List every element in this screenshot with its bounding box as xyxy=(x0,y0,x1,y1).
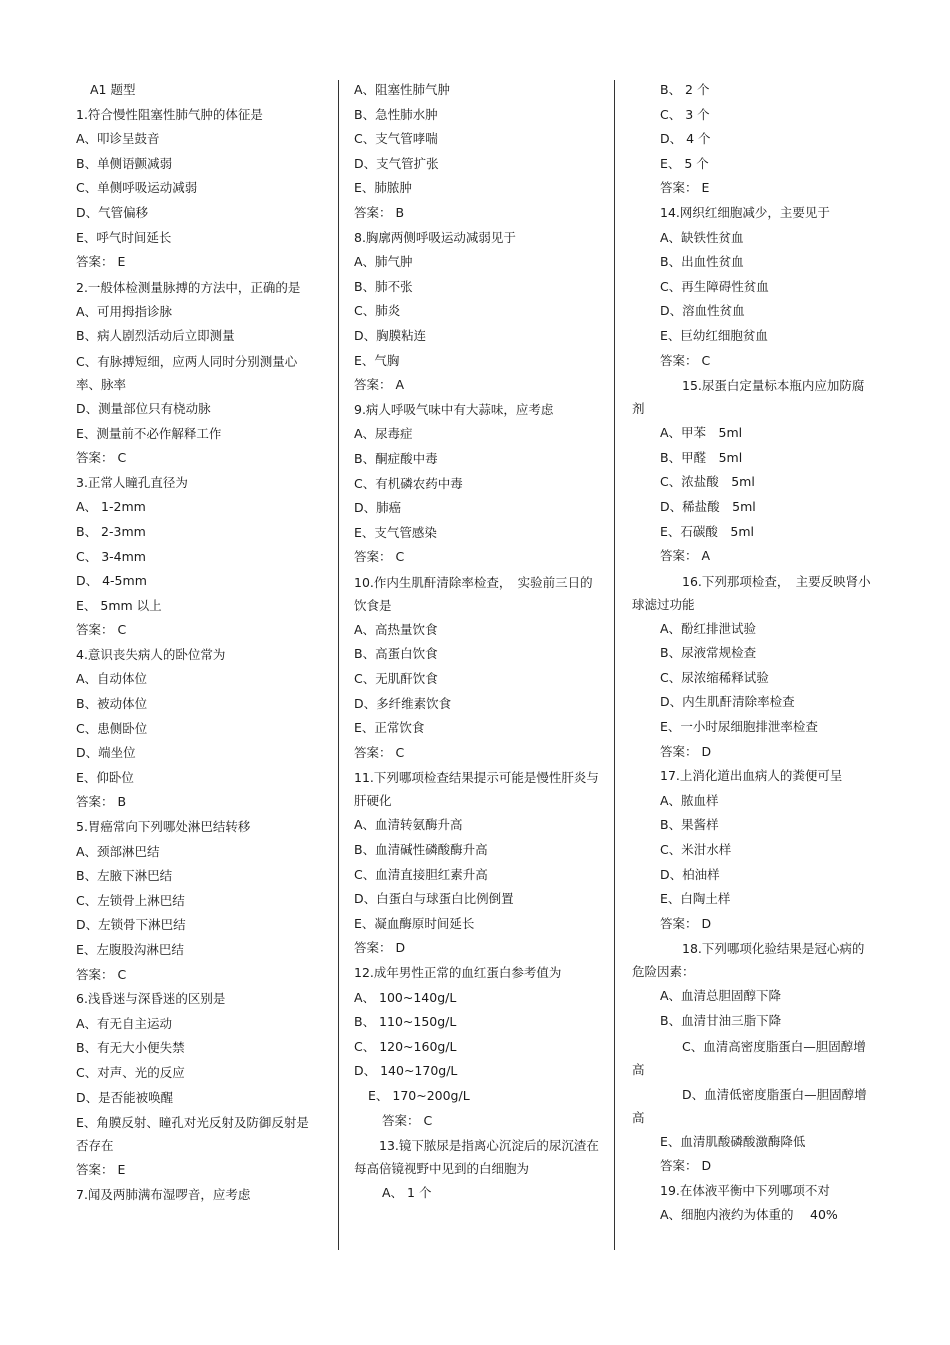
text-line: D、溶血性贫血 xyxy=(660,303,745,319)
text-line: D、血清低密度脂蛋白—胆固醇增高 xyxy=(632,1086,867,1125)
text-line: 答案： A xyxy=(354,377,405,393)
text-line: C、再生障碍性贫血 xyxy=(660,278,769,294)
text-column-2 xyxy=(354,78,600,1206)
text-line: B、 2-3mm xyxy=(76,523,146,539)
text-line: 3.正常人瞳孔直径为 xyxy=(76,474,188,490)
text-line: 15.尿蛋白定量标本瓶内应加防腐剂 xyxy=(632,378,865,417)
text-line: 13.镜下脓尿是指离心沉淀后的尿沉渣在每高倍镜视野中见到的白细胞为 xyxy=(354,1138,599,1177)
text-line: D、肺癌 xyxy=(354,500,402,516)
text-line: D、是否能被唤醒 xyxy=(76,1089,174,1105)
text-line: C、单侧呼吸运动减弱 xyxy=(76,180,198,196)
text-line: E、石碳酸 5ml xyxy=(660,523,755,539)
text-line: 答案： D xyxy=(660,743,712,759)
text-line: A、 1-2mm xyxy=(76,499,146,515)
text-line: B、甲醛 5ml xyxy=(660,449,743,465)
text-line: C、 3-4mm xyxy=(76,548,146,564)
text-line: D、多纤维素饮食 xyxy=(354,695,452,711)
text-line: 16.下列那项检查， 主要反映肾小球滤过功能 xyxy=(632,573,871,612)
text-line: A、自动体位 xyxy=(76,671,148,687)
text-line: B、出血性贫血 xyxy=(660,254,744,270)
text-line: 答案： C xyxy=(76,450,127,466)
text-line: D、内生肌酐清除率检查 xyxy=(660,694,795,710)
text-line: C、尿浓缩稀释试验 xyxy=(660,669,769,685)
text-line: E、左腹股沟淋巴结 xyxy=(76,942,184,957)
text-line: E、 170~200g/L xyxy=(368,1087,470,1103)
text-line: C、有机磷农药中毒 xyxy=(354,475,463,491)
text-line: 答案： D xyxy=(660,1158,712,1174)
text-line: A、高热量饮食 xyxy=(354,621,438,637)
text-line: C、 120~160g/L xyxy=(354,1038,457,1054)
text-line: A、血清转氨酶升高 xyxy=(354,817,463,833)
text-line: C、 3 个 xyxy=(660,106,710,122)
text-line: 答案： D xyxy=(660,915,712,931)
text-line: B、病人剧烈活动后立即测量 xyxy=(76,328,235,344)
text-line: 2.一般体检测量脉搏的方法中，正确的是 xyxy=(76,279,301,295)
text-line: C、米泔水样 xyxy=(660,842,732,858)
text-line: 10.作内生肌酐清除率检查， 实验前三日的饮食是 xyxy=(354,574,593,613)
text-line: 答案： C xyxy=(354,744,405,760)
text-column-1 xyxy=(76,78,316,1207)
text-line: C、浓盐酸 5ml xyxy=(660,474,755,490)
text-line: A、肺气肿 xyxy=(354,254,413,270)
text-line: 答案： D xyxy=(354,940,406,956)
text-line: D、支气管扩张 xyxy=(354,155,439,171)
text-line: A、颈部淋巴结 xyxy=(76,843,160,859)
text-column-3 xyxy=(632,78,872,1228)
text-line: 答案： E xyxy=(76,254,126,270)
text-line: E、肺脓肿 xyxy=(354,180,412,196)
text-line: 19.在体液平衡中下列哪项不对 xyxy=(660,1182,830,1198)
text-line: D、端坐位 xyxy=(76,745,136,761)
text-line: B、 2 个 xyxy=(660,82,710,97)
text-line: 答案： C xyxy=(382,1112,433,1128)
text-line: 14.网织红细胞减少，主要见于 xyxy=(660,204,830,220)
text-line: C、有脉搏短细，应两人同时分别测量心率、脉率 xyxy=(76,353,298,392)
text-line: C、对声、光的反应 xyxy=(76,1064,185,1080)
text-line: 答案： E xyxy=(76,1162,126,1178)
text-line: D、气管偏移 xyxy=(76,204,149,220)
text-line: B、单侧语颤减弱 xyxy=(76,155,173,171)
text-line: B、有无大小便失禁 xyxy=(76,1040,185,1056)
text-line: 答案： B xyxy=(76,794,127,810)
text-line: 答案： E xyxy=(660,180,710,196)
text-line: E、凝血酶原时间延长 xyxy=(354,915,475,931)
text-line: A、脓血样 xyxy=(660,792,719,808)
text-line: C、患侧卧位 xyxy=(76,720,148,736)
text-line: 答案： A xyxy=(660,548,711,564)
text-line: 11.下列哪项检查结果提示可能是慢性肝炎与肝硬化 xyxy=(354,770,599,809)
text-line: E、一小时尿细胞排泄率检查 xyxy=(660,719,818,735)
column-divider xyxy=(338,80,339,1250)
text-line: A、甲苯 5ml xyxy=(660,425,743,441)
text-line: D、柏油样 xyxy=(660,866,720,882)
text-line: 6.浅昏迷与深昏迷的区别是 xyxy=(76,991,226,1007)
text-line: C、支气管哮喘 xyxy=(354,131,438,147)
text-line: 答案： C xyxy=(660,352,711,368)
text-line: B、尿液常规检查 xyxy=(660,645,757,661)
text-line: A、阻塞性肺气肿 xyxy=(354,82,451,97)
text-line: C、血清直接胆红素升高 xyxy=(354,866,488,882)
text-line: E、呼气时间延长 xyxy=(76,229,172,245)
text-line: B、被动体位 xyxy=(76,696,148,712)
text-line: E、白陶土样 xyxy=(660,891,731,907)
text-line: C、无肌酐饮食 xyxy=(354,671,438,687)
text-line: A、酚红排泄试验 xyxy=(660,620,757,636)
text-line: E、巨幼红细胞贫血 xyxy=(660,327,768,343)
text-line: 7.闻及两肺满布湿啰音，应考虑 xyxy=(76,1186,251,1202)
text-line: 1.符合慢性阻塞性肺气肿的体征是 xyxy=(76,106,263,122)
text-line: B、血清碱性磷酸酶升高 xyxy=(354,842,488,858)
text-line: E、血清肌酸磷酸激酶降低 xyxy=(660,1133,806,1149)
text-line: E、 5mm 以上 xyxy=(76,597,162,613)
text-line: A、叩诊呈鼓音 xyxy=(76,131,160,147)
text-line: C、血清高密度脂蛋白—胆固醇增高 xyxy=(632,1038,866,1077)
text-line: C、肺炎 xyxy=(354,303,401,319)
text-line: D、 4 个 xyxy=(660,131,711,147)
text-line: B、肺不张 xyxy=(354,278,413,294)
text-line: A、可用拇指诊脉 xyxy=(76,303,173,319)
text-line: 8.胸廓两侧呼吸运动减弱见于 xyxy=(354,229,516,245)
text-line: A、 100~140g/L xyxy=(354,989,457,1005)
text-line: A、血清总胆固醇下降 xyxy=(660,988,782,1004)
text-line: E、气胸 xyxy=(354,352,400,368)
text-line: E、支气管感染 xyxy=(354,524,437,540)
text-line: 9.病人呼吸气味中有大蒜味，应考虑 xyxy=(354,401,554,417)
text-line: E、正常饮食 xyxy=(354,720,425,736)
text-line: B、 110~150g/L xyxy=(354,1014,457,1030)
text-line: D、 4-5mm xyxy=(76,573,147,589)
column-divider xyxy=(614,80,615,1250)
text-line: B、果酱样 xyxy=(660,817,719,833)
text-line: A、细胞内液约为体重的 40% xyxy=(660,1207,838,1223)
text-line: E、测量前不必作解释工作 xyxy=(76,425,222,441)
text-line: 17.上消化道出血病人的粪便可呈 xyxy=(660,768,843,784)
text-line: 答案： B xyxy=(354,204,405,220)
text-line: A、有无自主运动 xyxy=(76,1015,173,1031)
text-line: E、仰卧位 xyxy=(76,769,134,785)
text-line: B、血清甘油三脂下降 xyxy=(660,1013,782,1028)
text-line: A、 1 个 xyxy=(382,1185,432,1201)
text-line: 5.胃癌常向下列哪处淋巴结转移 xyxy=(76,819,251,835)
text-line: B、左腋下淋巴结 xyxy=(76,868,173,884)
text-line: 答案： C xyxy=(354,549,405,565)
text-line: 18.下列哪项化验结果是冠心病的危险因素： xyxy=(632,941,865,980)
text-line: D、胸膜粘连 xyxy=(354,327,427,343)
text-line: 12.成年男性正常的血红蛋白参考值为 xyxy=(354,965,562,980)
text-line: B、酮症酸中毒 xyxy=(354,450,438,466)
text-line: 答案： C xyxy=(76,966,127,982)
text-line: D、 140~170g/L xyxy=(354,1063,458,1079)
text-line: 4.意识丧失病人的卧位常为 xyxy=(76,646,226,662)
text-line: D、白蛋白与球蛋白比例倒置 xyxy=(354,891,514,907)
text-line: A1 题型 xyxy=(90,82,136,97)
text-line: 答案： C xyxy=(76,622,127,638)
text-line: B、急性肺水肿 xyxy=(354,106,438,122)
text-line: C、左锁骨上淋巴结 xyxy=(76,892,185,908)
text-line: E、 5 个 xyxy=(660,155,709,171)
text-line: B、高蛋白饮食 xyxy=(354,646,438,662)
text-line: D、左锁骨下淋巴结 xyxy=(76,917,186,933)
text-line: E、角膜反射、瞳孔对光反射及防御反射是否存在 xyxy=(76,1115,309,1154)
text-line: A、缺铁性贫血 xyxy=(660,229,744,245)
text-line: D、稀盐酸 5ml xyxy=(660,498,756,514)
text-line: A、尿毒症 xyxy=(354,426,413,442)
text-line: D、测量部位只有桡动脉 xyxy=(76,400,211,416)
